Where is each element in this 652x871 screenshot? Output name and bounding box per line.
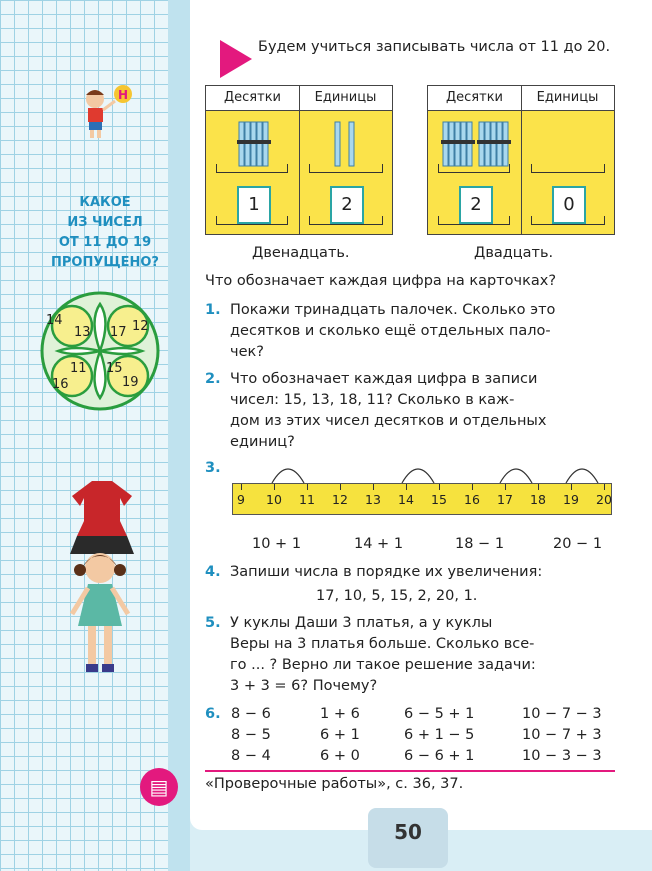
digit-card-units: 0 [552,186,586,224]
ruler-label: 20 [596,492,612,507]
number-flower [34,290,166,412]
divider [205,770,615,772]
task-6-expression: 10 − 7 + 3 [522,727,602,743]
flower-number: 14 [46,313,63,328]
ruler-label: 15 [431,492,447,507]
task-4-text: Запиши числа в порядке их увеличения: [230,564,543,580]
task-6-expression: 6 − 6 + 1 [404,748,475,764]
task-line: У куклы Даши 3 платья, а у куклы [230,615,493,631]
tens-bundle-icon [236,120,272,168]
task-6-expression: 8 − 6 [231,706,271,722]
caption-twelve: Двенадцать. [252,245,350,261]
ruler-label: 13 [365,492,381,507]
arrow-icon [220,40,252,78]
number-ruler [232,483,612,515]
task-4-numbers: 17, 10, 5, 15, 2, 20, 1. [316,588,478,604]
header-units: Единицы [521,86,614,111]
flower-number: 12 [132,319,149,334]
task-line: Веры на 3 платья больше. Сколько все- [230,636,535,652]
task-6-expression: 10 − 3 − 3 [522,748,602,764]
sidebar-question-line: ИЗ ЧИСЕЛ [67,215,143,230]
task-line: 3 + 3 = 6? Почему? [230,678,378,694]
flower-number: 15 [106,361,123,376]
task-6-expression: 1 + 6 [320,706,360,722]
table-divider [521,86,522,234]
tray [531,164,605,173]
task-2-text [230,369,620,453]
ruler-label: 9 [237,492,245,507]
tray [216,216,288,225]
task-1-text [230,300,620,363]
place-value-table-twenty [427,85,615,235]
sidebar-question [40,193,170,273]
task-6-expression: 6 + 1 − 5 [404,727,475,743]
flower-number: 17 [110,325,127,340]
task-line: Что обозначает каждая цифра в записи [230,371,538,387]
task-number: 6. [205,706,221,722]
task-6-expression: 6 − 5 + 1 [404,706,475,722]
ruler-label: 16 [464,492,480,507]
expression: 14 + 1 [354,536,404,552]
badge-letter: Н [117,88,129,102]
task-6-expression: 8 − 5 [231,727,271,743]
intro-text: Будем учиться записывать числа от 11 до 20. [258,39,611,55]
ruler-label: 10 [266,492,282,507]
digit-card-tens: 1 [237,186,271,224]
task-5-text [230,613,620,697]
expression: 20 − 1 [553,536,603,552]
header-units: Единицы [299,86,392,111]
ruler-label: 18 [530,492,546,507]
task-line: единиц? [230,434,295,450]
task-number: 2. [205,371,221,387]
footer-reference: «Проверочные работы», с. 36, 37. [205,776,464,792]
digit-card-units: 2 [330,186,364,224]
flower-number: 19 [122,375,139,390]
tens-bundles-icon [440,120,512,168]
flower-number: 13 [74,325,91,340]
ruler-label: 17 [497,492,513,507]
ruler-label: 12 [332,492,348,507]
task-line: го ... ? Верно ли такое решение задачи: [230,657,536,673]
ruler-label: 11 [299,492,315,507]
sidebar-question-line: ОТ 11 ДО 19 [58,235,152,250]
task-number: 3. [205,460,221,476]
task-number: 1. [205,302,221,318]
single-sticks-icon [331,120,361,168]
task-number: 5. [205,615,221,631]
task-6-expression: 10 − 7 − 3 [522,706,602,722]
question-cards: Что обозначает каждая цифра на карточках? [205,273,557,289]
task-line: десятков и сколько ещё отдельных пало- [230,323,551,339]
expression: 10 + 1 [252,536,302,552]
place-value-table-twelve [205,85,393,235]
ruler-label: 14 [398,492,414,507]
table-divider [299,86,300,234]
header-tens: Десятки [428,86,521,111]
tray [531,216,605,225]
expression: 18 − 1 [455,536,505,552]
tray [438,216,510,225]
tray [438,164,510,173]
flower-number: 16 [52,377,69,392]
task-6-expression: 6 + 1 [320,727,360,743]
tray [309,216,383,225]
book-icon: ▤ [140,768,178,806]
sidebar-edge [168,0,190,871]
task-line: дом из этих чисел десятков и отдельных [230,413,547,429]
tray [309,164,383,173]
header-tens: Десятки [206,86,299,111]
tray [216,164,288,173]
task-line: чек? [230,344,264,360]
flower-number: 11 [70,361,87,376]
sidebar-question-line: ПРОПУЩЕНО? [51,255,159,270]
page-number: 50 [368,808,448,868]
task-6-expression: 6 + 0 [320,748,360,764]
sidebar-question-line: КАКОЕ [79,195,131,210]
caption-twenty: Двадцать. [474,245,554,261]
ruler-label: 19 [563,492,579,507]
task-line: чисел: 15, 13, 18, 11? Сколько в каж- [230,392,515,408]
digit-card-tens: 2 [459,186,493,224]
jump-arcs [232,455,612,485]
boy-icon [75,83,135,143]
task-6-expression: 8 − 4 [231,748,271,764]
task-number: 4. [205,564,221,580]
paper-doll-illustration [52,476,152,681]
task-line: Покажи тринадцать палочек. Сколько это [230,302,556,318]
